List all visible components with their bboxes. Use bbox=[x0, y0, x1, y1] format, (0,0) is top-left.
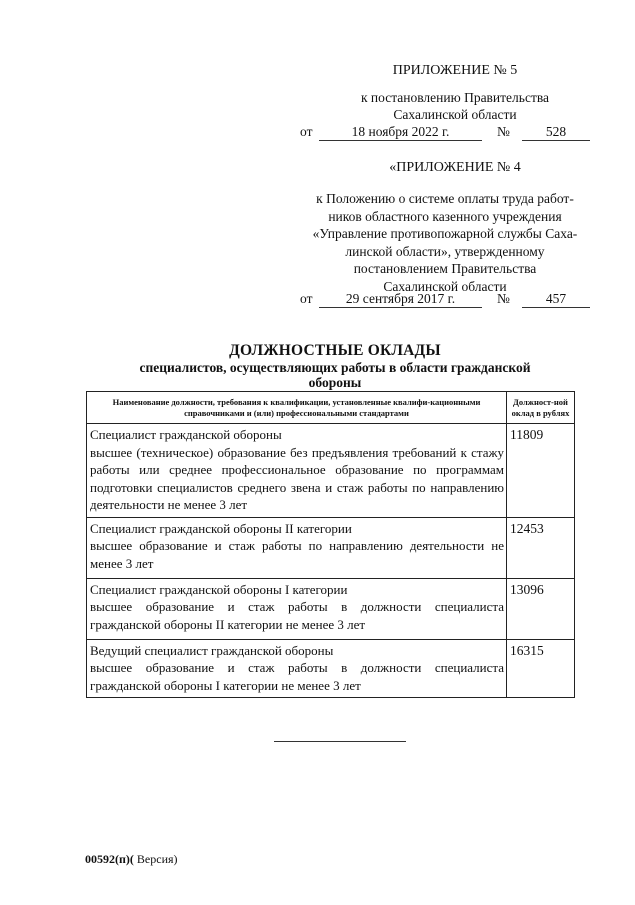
regulation-line: «Управление противопожарной службы Саха- bbox=[312, 226, 578, 241]
appendix-title: ПРИЛОЖЕНИЕ № 5 bbox=[392, 63, 518, 78]
position-title: Специалист гражданской обороны II категории bbox=[90, 520, 352, 536]
decree-date: 18 ноября 2022 г. bbox=[319, 124, 482, 141]
regulation-line: постановлением Правительства bbox=[353, 261, 537, 276]
end-divider bbox=[274, 741, 406, 742]
position-cell bbox=[87, 578, 507, 639]
salary-cell: 16315 bbox=[507, 639, 575, 698]
position-cell bbox=[87, 424, 507, 518]
regulation-text bbox=[285, 190, 605, 295]
previous-appendix-title: «ПРИЛОЖЕНИЕ № 4 bbox=[389, 160, 521, 175]
column-header-position: Наименование должности, требования к квалификации, установленные квалифи-кационными справочниками и (или) профессиональными стандартами bbox=[87, 392, 507, 424]
document-version: Версия) bbox=[133, 852, 178, 866]
previous-decree-number: 457 bbox=[522, 291, 590, 308]
table-row bbox=[87, 639, 575, 698]
salary-cell: 13096 bbox=[507, 578, 575, 639]
date-prefix: от bbox=[300, 291, 313, 306]
position-cell bbox=[87, 517, 507, 578]
to-decree-line-1: к постановлению Правительства bbox=[360, 90, 550, 105]
document-code bbox=[85, 852, 178, 867]
salary-cell: 12453 bbox=[507, 517, 575, 578]
decree-number: 528 bbox=[522, 124, 590, 141]
subtitle-line: обороны bbox=[308, 375, 362, 390]
decree-date-row bbox=[297, 124, 592, 142]
table-row bbox=[87, 517, 575, 578]
position-requirement: высшее образование и стаж работы в должности специалиста гражданской обороны I категории не менее 3 лет bbox=[90, 660, 504, 693]
document-subtitle bbox=[100, 360, 570, 390]
regulation-line: Сахалинской области bbox=[383, 278, 507, 294]
table-header-row bbox=[87, 392, 575, 424]
subtitle-line: специалистов, осуществляющих работы в области гражданской bbox=[139, 360, 531, 375]
regulation-line: линской области», утвержденному bbox=[345, 243, 545, 259]
previous-decree-date-row bbox=[297, 291, 592, 309]
salary-cell: 11809 bbox=[507, 424, 575, 518]
document-title: ДОЛЖНОСТНЫЕ ОКЛАДЫ bbox=[229, 342, 441, 359]
table-row bbox=[87, 424, 575, 518]
position-requirement: высшее образование и стаж работы в должности специалиста гражданской обороны II категории не менее 3 лет bbox=[90, 599, 504, 632]
number-prefix: № bbox=[497, 124, 510, 139]
position-title: Ведущий специалист гражданской обороны bbox=[90, 642, 334, 658]
position-requirement: высшее образование и стаж работы по направлению деятельности не менее 3 лет bbox=[90, 538, 504, 571]
regulation-line: к Положению о системе оплаты труда работ- bbox=[316, 191, 574, 206]
position-title: Специалист гражданской обороны bbox=[90, 427, 282, 442]
position-requirement: высшее (техническое) образование без предъявления требований к стажу работы или среднее профессиональное образование по программам подготовки специалистов среднего звена и стаж работы по направлению деятельности не менее 3 лет bbox=[90, 444, 504, 512]
regulation-line: ников областного казенного учреждения bbox=[328, 208, 562, 224]
position-title: Специалист гражданской обороны I категории bbox=[90, 581, 348, 597]
previous-decree-date: 29 сентября 2017 г. bbox=[319, 291, 482, 308]
to-decree-line-2: Сахалинской области bbox=[393, 107, 517, 122]
number-prefix: № bbox=[497, 291, 510, 306]
document-code-number: 00592(п)( bbox=[85, 852, 134, 866]
position-cell bbox=[87, 639, 507, 698]
date-prefix: от bbox=[300, 124, 313, 139]
column-header-salary: Должност-ной оклад в рублях bbox=[507, 392, 575, 424]
table-row bbox=[87, 578, 575, 639]
salary-table bbox=[86, 391, 575, 698]
